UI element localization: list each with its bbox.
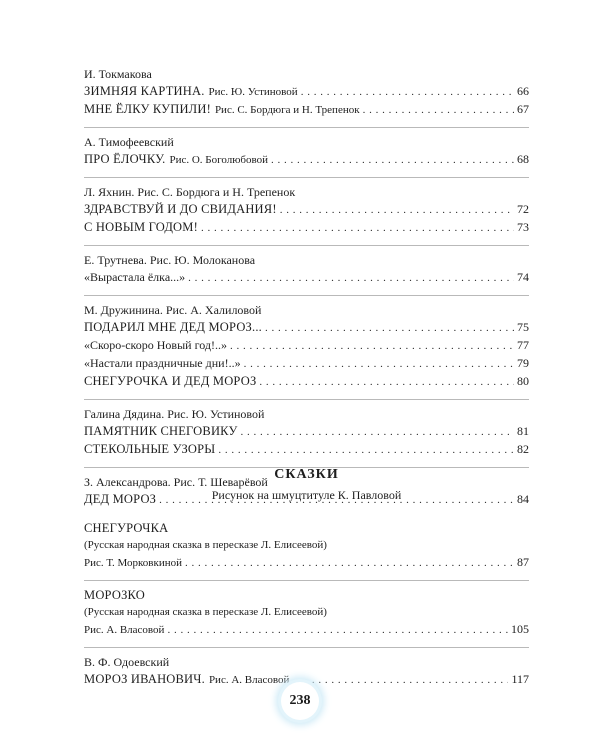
dot-leader: [201, 219, 514, 237]
toc-group-morozko: [84, 580, 529, 639]
dot-leader: [363, 101, 514, 119]
toc-entry[interactable]: [84, 355, 529, 373]
story-note: (Русская народная сказка в пересказе Л. Елисеевой): [84, 606, 327, 618]
dot-leader: [265, 319, 514, 337]
section-heading: [84, 464, 529, 504]
toc-author: Л. Яхнин. Рис. С. Бордюга и Н. Трепенок: [84, 185, 296, 199]
toc-group-druzhinina: [84, 295, 529, 391]
dot-leader: [244, 355, 514, 373]
entry-page: 68: [517, 152, 529, 166]
entry-illustrator: Рис. С. Бордюга и Н. Трепенок: [214, 104, 360, 116]
entry-title: «Скоро-скоро Новый год!..»: [84, 338, 227, 352]
dot-leader: [188, 269, 514, 287]
page-number: 238: [289, 693, 311, 708]
page-number-badge: [281, 682, 319, 720]
entry-page: 84: [517, 492, 529, 506]
dot-leader: [301, 83, 514, 101]
toc-entry[interactable]: [84, 219, 529, 237]
toc-section-poems: [84, 66, 529, 517]
toc-author: Галина Дядина. Рис. Ю. Устиновой: [84, 407, 265, 421]
entry-title: ПОДАРИЛ МНЕ ДЕД МОРОЗ...: [84, 320, 262, 334]
toc-entry[interactable]: [84, 554, 529, 572]
entry-page: 66: [517, 84, 529, 98]
dot-leader: [167, 621, 508, 639]
section-title: СКАЗКИ: [274, 467, 339, 482]
entry-illustrator: Рис. Т. Морковкиной: [84, 557, 182, 569]
toc-entry[interactable]: [84, 269, 529, 287]
entry-title: СНЕГУРОЧКА И ДЕД МОРОЗ: [84, 374, 257, 388]
entry-title: «Настали праздничные дни!..»: [84, 356, 241, 370]
toc-entry[interactable]: [84, 83, 529, 101]
toc-entry[interactable]: [84, 319, 529, 337]
toc-entry[interactable]: [84, 621, 529, 639]
entry-page: 79: [517, 356, 529, 370]
entry-page: 87: [517, 555, 529, 569]
toc-author: М. Дружинина. Рис. А. Халиловой: [84, 303, 262, 317]
story-title-row[interactable]: [84, 520, 529, 537]
entry-illustrator: Рис. А. Власовой: [84, 624, 165, 636]
toc-entry[interactable]: [84, 423, 529, 441]
entry-page: 74: [517, 270, 529, 284]
toc-author: В. Ф. Одоевский: [84, 655, 170, 669]
toc-group-tokmakova: [84, 66, 529, 119]
entry-title: МОРОЗ ИВАНОВИЧ.: [84, 672, 205, 686]
toc-entry[interactable]: [84, 441, 529, 459]
dot-leader: [271, 151, 514, 169]
toc-entry[interactable]: [84, 337, 529, 355]
dot-leader: [259, 373, 514, 391]
entry-title: ЗИМНЯЯ КАРТИНА.: [84, 84, 205, 98]
entry-page: 105: [511, 622, 529, 636]
entry-page: 75: [517, 320, 529, 334]
entry-title: СТЕКОЛЬНЫЕ УЗОРЫ: [84, 442, 216, 456]
toc-entry[interactable]: [84, 101, 529, 119]
toc-author: И. Токмакова: [84, 67, 152, 81]
story-note: (Русская народная сказка в пересказе Л. Елисеевой): [84, 539, 327, 551]
entry-illustrator: Рис. А. Власовой: [208, 674, 290, 686]
toc-group-dyadina: [84, 399, 529, 459]
dot-leader: [241, 423, 514, 441]
toc-author: А. Тимофеевский: [84, 135, 174, 149]
entry-page: 82: [517, 442, 529, 456]
toc-entry[interactable]: [84, 201, 529, 219]
toc-author: З. Александрова. Рис. Т. Шеварёвой: [84, 475, 268, 489]
story-title: МОРОЗКО: [84, 588, 145, 602]
entry-page: 67: [517, 102, 529, 116]
entry-title: МНЕ ЁЛКУ КУПИЛИ!: [84, 102, 211, 116]
story-title-row[interactable]: [84, 587, 529, 604]
dot-leader: [185, 554, 514, 572]
toc-section-tales: [84, 520, 529, 697]
entry-page: 80: [517, 374, 529, 388]
toc-group-yakhnin: [84, 177, 529, 237]
toc-group-trutneva: [84, 245, 529, 287]
entry-title: ПАМЯТНИК СНЕГОВИКУ: [84, 424, 238, 438]
section-subtitle: Рисунок на шмуцтитуле К. Павловой: [211, 488, 402, 502]
dot-leader: [280, 201, 514, 219]
toc-entry[interactable]: [84, 151, 529, 169]
entry-title: ЗДРАВСТВУЙ И ДО СВИДАНИЯ!: [84, 202, 277, 216]
entry-illustrator: Рис. О. Боголюбовой: [169, 154, 269, 166]
entry-title: С НОВЫМ ГОДОМ!: [84, 220, 198, 234]
entry-page: 77: [517, 338, 529, 352]
entry-page: 72: [517, 202, 529, 216]
entry-title: «Вырастала ёлка...»: [84, 270, 186, 284]
toc-author: Е. Трутнева. Рис. Ю. Молоканова: [84, 253, 256, 267]
entry-page: 81: [517, 424, 529, 438]
story-title: СНЕГУРОЧКА: [84, 521, 169, 535]
entry-illustrator: Рис. Ю. Устиновой: [208, 86, 298, 98]
toc-group-timofeevsky: [84, 127, 529, 169]
entry-title: ДЕД МОРОЗ: [84, 492, 157, 506]
toc-group-snegurochka: [84, 520, 529, 572]
dot-leader: [218, 441, 514, 459]
toc-entry[interactable]: [84, 373, 529, 391]
dot-leader: [230, 337, 514, 355]
entry-page: 73: [517, 220, 529, 234]
entry-page: 117: [511, 672, 529, 686]
entry-title: ПРО ЁЛОЧКУ.: [84, 152, 166, 166]
dot-leader: [292, 671, 508, 689]
